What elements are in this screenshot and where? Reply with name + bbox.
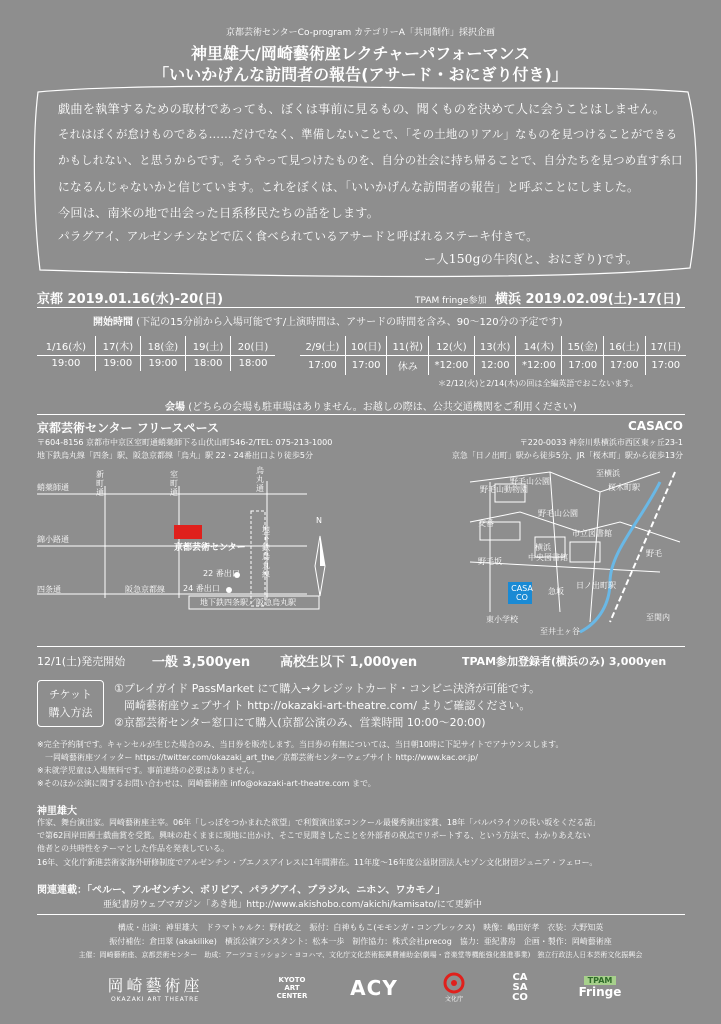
schedule-note: (下記の15分前から入場可能です/上演時間は、アサードの時間を含み、90〜120分の予定です) [136, 317, 563, 328]
okazaki-logo-en: OKAZAKI ART THEATRE [110, 995, 200, 1003]
map-label: 急坂 [548, 587, 564, 596]
kyoto-venue-address: 〒604-8156 京都市中京区室町通蛸薬師下る山伏山町546-2/TEL: 075-213-1000 [37, 438, 333, 447]
yokohama-date: 12(火) [428, 336, 474, 356]
kyoto-venue-name: 京都芸術センター フリースペース [37, 421, 220, 435]
bio-line: 作家、舞台演出家。岡崎藝術座主宰。06年「しっぽをつかまれた欲望」で利賀演出家コンクール最優秀演出家賞、18年「バルパライソの長い坂をくだる話」 [37, 818, 601, 827]
casaco-logo [500, 970, 540, 1005]
yokohama-time: *12:00 [428, 356, 474, 376]
kyoto-venue-access: 地下鉄烏丸線「四条」駅、阪急京都線「烏丸」駅 22・24番出口より徒歩5分 [37, 451, 313, 460]
handwritten-line-5: 今回は、南米の地で出会った日系移民たちの話をします。 [58, 206, 380, 220]
schedule-heading [93, 313, 563, 328]
handwritten-line-2: それはぼくが怠けものである……だけでなく、準備しないことで、「その土地のリアル」なものを見つけることができる [58, 127, 678, 141]
handwritten-line-7: ー人150gの牛肉(と、おにぎり)です。 [424, 252, 639, 266]
kyoto-time: 18:00 [231, 356, 275, 372]
divider [37, 414, 685, 415]
ticket-note: ※未就学児童は入場無料です。事前連絡の必要はありません。 [37, 766, 260, 775]
divider [37, 646, 685, 647]
ticket-method-1: ①プレイガイド PassMarket にて購入→クレジットカード・コンビニ決済が可能です。 [114, 682, 541, 695]
kyoto-dates: 京都 2019.01.16(水)-20(日) [37, 292, 224, 307]
yokohama-dates: 横浜 2019.02.09(土)-17(日) [495, 292, 682, 307]
serial-sub: 亜紀書房ウェブマガジン「あき地」http://www.akishobo.com/akichi/kamisato/にて更新中 [103, 900, 482, 910]
yokohama-time: 17:00 [308, 360, 337, 371]
price-general: 一般 3,500yen [152, 655, 251, 670]
kyoto-date: 19(土) [185, 336, 230, 356]
map-label: 桜木町駅 [608, 483, 640, 492]
center-marker [174, 525, 202, 539]
bunkacho-text: 文化庁 [444, 996, 463, 1003]
yokohama-time: 休み [387, 356, 429, 376]
bunkacho-logo [434, 970, 474, 1005]
ticket-method-1-sub: 岡崎藝術座ウェブサイト http://okazaki-art-theatre.com/ よりご確認ください。 [124, 699, 531, 712]
kac-logo-line: ART [284, 983, 300, 992]
casaco-logo-line: CO [512, 991, 528, 1003]
kyoto-schedule-table [37, 336, 275, 371]
ticket-release: 12/1(土)発売開始 [37, 655, 126, 668]
serial-label: 関連連載：「ペルー、アルゼンチン、ボリビア、パラグアイ、ブラジル、ニホン、ワカモノ」 [37, 885, 446, 896]
ticket-method-box [37, 680, 104, 727]
tpam-logo-text: Fringe [578, 985, 622, 999]
bio-line: で第62回岸田國士戯曲賞を受賞。興味の赴くままに現地に出かけ、そこで見聞きしたことを外部者の視点でリポートする、という方法で、わかりあえない [37, 831, 591, 840]
kyoto-date: 18(金) [140, 336, 185, 356]
kyoto-date: 1/16(水) [37, 336, 95, 356]
venue-note: (どちらの会場も駐車場はありません。お越しの際は、公共交通機関をご利用ください) [188, 402, 577, 413]
bio-name: 神里雄大 [37, 806, 77, 817]
kac-logo-line: KYOTO [278, 975, 306, 984]
map-label: 野毛 [646, 549, 662, 558]
casaco-venue-address: 〒220-0033 神奈川県横浜市西区東ヶ丘23-1 [519, 438, 683, 447]
venue-heading [165, 398, 577, 413]
casaco-venue-name: CASACO [627, 419, 683, 433]
tpam-badge: TPAM fringe参加 [415, 296, 487, 306]
yokohama-date: 10(日) [345, 336, 387, 356]
divider [37, 307, 685, 308]
kyoto-time: 19:00 [140, 356, 185, 372]
yokohama-schedule-table [300, 336, 686, 375]
yokohama-time: 17:00 [645, 356, 686, 376]
yokohama-date: 14(木) [516, 336, 562, 356]
yokohama-date: 13(水) [474, 336, 516, 356]
map-label: 野毛山公園 [510, 477, 550, 486]
map-label: 至井土ヶ谷 [540, 627, 580, 636]
bio-line: 16年、文化庁新進芸術家海外研修制度でアルゼンチン・ブエノスアイレスに1年間滞在。11年度〜16年度公益財団法人セゾン文化財団ジュニア・フェロー。 [37, 858, 598, 867]
street-label: 四条通 [37, 585, 61, 594]
tpam-fringe-logo [572, 970, 628, 1005]
handwritten-line-3: かもしれない、と思うからです。そうやって見つけたものを、自分の社会に持ち帰ることで、自分たちを見つめ直す糸口 [58, 153, 683, 167]
subway-label: 地下鉄烏丸線 [262, 525, 270, 579]
map-label: 至関内 [646, 613, 670, 622]
map-label: 交番 [478, 519, 494, 528]
english-note: ＊2/12(火)と2/14(木)の回は全編英語でおこないます。 [438, 379, 638, 388]
okazaki-logo [100, 970, 210, 1005]
hankyu-label: 阪急京都線 [125, 585, 165, 594]
kac-logo [262, 970, 322, 1005]
exit-label: 24 番出口 [183, 584, 220, 593]
casaco-logo-line: SA [512, 981, 528, 993]
casaco-venue-access: 京急「日ノ出町」駅から徒歩5分、JR「桜木町」駅から徒歩13分 [451, 451, 683, 460]
street-label: 蛸薬師通 [37, 483, 69, 492]
exit-label: 22 番出口 [203, 569, 240, 578]
map-label: 中央図書館 [528, 553, 568, 562]
handwritten-line-4: になるんじゃないかと信じています。これをぼくは、「いいかげんな訪問者の報告」と呼ぶことにしました。 [58, 180, 640, 194]
street-label: 錦小路通 [37, 535, 69, 544]
venue-title: 会場 [165, 402, 185, 413]
yokohama-date: 16(土) [603, 336, 645, 356]
yokohama-date: 15(金) [562, 336, 604, 356]
handwritten-line-6: パラグアイ、アルゼンチンなどで広く食べられているアサードと呼ばれるステーキ付きで。 [58, 229, 538, 243]
map-label: 市立図書館 [572, 529, 612, 538]
yokohama-time: 17:00 [603, 356, 645, 376]
price-student: 高校生以下 1,000yen [280, 655, 418, 670]
center-label: 京都芸術センター [174, 543, 246, 553]
ticket-box-line: チケット [48, 688, 92, 701]
yokohama-time: 12:00 [474, 356, 516, 376]
ticket-method-2: ②京都芸術センター窓口にて購入(京都公演のみ、営業時間 10:00〜20:00) [114, 716, 486, 729]
kac-logo-line: CENTER [276, 991, 308, 1000]
price-tpam: TPAM参加登録者(横浜のみ) 3,000yen [462, 655, 667, 668]
yokohama-time: 17:00 [562, 356, 604, 376]
north-label: N [316, 516, 322, 525]
ticket-note: 一岡崎藝術座ツイッター https://twitter.com/okazaki_art_the／京都芸術センターウェブサイト http://www.kac.or.jp/ [37, 753, 478, 762]
ticket-note: ※そのほか公演に関するお問い合わせは、岡崎藝術座 info@okazaki-art-theatre.com まで。 [37, 779, 376, 788]
map-label: 東小学校 [486, 615, 518, 624]
kyoto-time: 19:00 [95, 356, 140, 372]
map-label: 至横浜 [596, 469, 620, 478]
yokohama-date: 11(祝) [387, 336, 429, 356]
street-label: 新町通 [96, 470, 104, 497]
credit-line: 振付補佐：倉田翠 (akakilike) 横浜公演アシスタント：松本一歩 制作協力：株式会社precog 協力：亜紀書房 企画・製作：岡崎藝術座 [109, 937, 612, 946]
page-title: 神里雄大/岡崎藝術座レクチャーパフォーマンス [191, 44, 530, 63]
schedule-title: 開始時間 [93, 317, 133, 328]
credit-line: 構成・出演：神里雄大 ドラマトゥルク：野村政之 振付：白神ももこ(モモンガ・コンプレックス) 映像：嶋田好孝 衣装：大野知英 [117, 923, 604, 932]
station-label: 地下鉄四条駅／阪急烏丸駅 [200, 598, 296, 607]
okazaki-logo-text: 岡崎藝術座 [107, 975, 203, 995]
acy-logo: ACY [350, 975, 398, 1000]
map-label: 野毛山公園 [538, 509, 578, 518]
map-label: 日ノ出町駅 [576, 581, 616, 590]
kyoto-time: 18:00 [185, 356, 230, 372]
bio-line: 他者との共時性をテーマとした作品を発表している。 [37, 844, 229, 853]
handwritten-line-1: 戯曲を執筆するための取材であっても、ぼくは事前に見るもの、聞くものを決めて人に会うことはしません。 [58, 102, 666, 116]
kyoto-time: 19:00 [51, 358, 81, 369]
casaco-logo-line: CA [512, 971, 528, 983]
bunkacho-mark-icon [443, 972, 465, 994]
kicker: 京都芸術センターCo-program カテゴリーA「共同制作」採択企画 [226, 28, 495, 38]
credit-line: 主催：岡崎藝術座、京都芸術センター 助成：アーツコミッション・ヨコハマ、文化庁文化芸術振興費補助金(劇場・音楽堂等機能強化推進事業) 独立行政法人日本芸術文化振興会 [78, 951, 643, 959]
map-label: 横浜 [535, 543, 551, 552]
kyoto-date: 20(日) [231, 336, 275, 356]
ticket-box-line: 購入方法 [48, 706, 93, 719]
tpam-logo-top: TPAM [584, 976, 617, 985]
street-label: 烏丸通 [256, 466, 264, 493]
divider [37, 914, 685, 915]
map-label: 野毛坂 [478, 557, 502, 566]
map-label: 野毛山動物園 [480, 485, 528, 494]
yokohama-time: 17:00 [345, 356, 387, 376]
yokohama-date: 17(日) [645, 336, 686, 356]
page-subtitle: 「いいかげんな訪問者の報告(アサード・おにぎり付き)」 [153, 65, 568, 84]
yokohama-time: *12:00 [516, 356, 562, 376]
yokohama-date: 2/9(土) [300, 336, 345, 356]
ticket-note: ※完全予約制です。キャンセルが生じた場合のみ、当日券を販売します。当日券の有無については、当日朝10時に下記サイトでアナウンスします。 [37, 740, 564, 749]
kyoto-date: 17(木) [95, 336, 140, 356]
street-label: 室町通 [170, 470, 178, 497]
casaco-map-label: CASA CO [511, 584, 533, 602]
